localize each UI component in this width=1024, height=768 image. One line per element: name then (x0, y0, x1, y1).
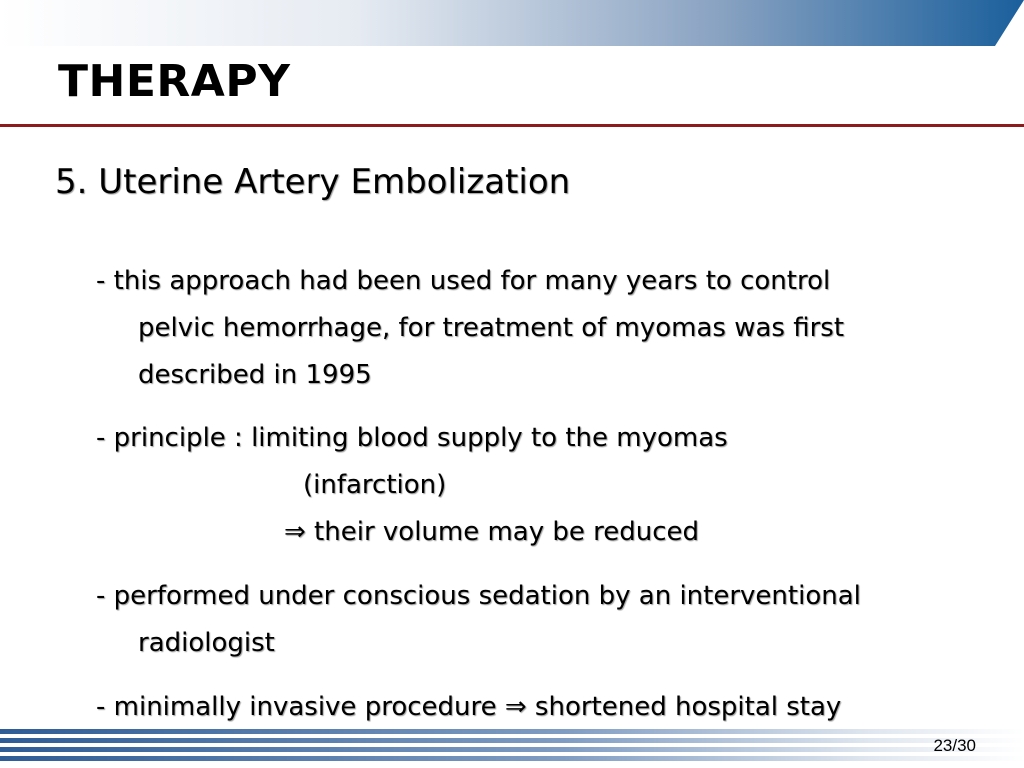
bullet-minimally-invasive (96, 684, 841, 731)
title-divider (0, 124, 1024, 127)
bullet-line: - this approach had been used for many years to control (96, 266, 831, 296)
bullet-line: - minimally invasive procedure ⇒ shortened hospital stay (96, 692, 842, 722)
bullet-approach-history (96, 258, 844, 399)
bullet-line: ⇒ their volume may be reduced (284, 517, 700, 547)
section-heading: 5. Uterine Artery Embolization (55, 162, 571, 202)
bullet-line: (infarction) (303, 470, 447, 500)
page-number: 23/30 (933, 736, 976, 755)
bullet-sedation (96, 573, 861, 667)
bullet-line: described in 1995 (138, 360, 372, 390)
bullet-line: - performed under conscious sedation by an interventional (96, 581, 861, 611)
slide-title: THERAPY (58, 56, 291, 107)
bullet-line: pelvic hemorrhage, for treatment of myomas was first (138, 313, 845, 343)
bullet-principle (96, 415, 728, 556)
bullet-line: radiologist (138, 628, 275, 658)
bullet-line: - principle : limiting blood supply to the myomas (96, 423, 728, 453)
header-gradient-band (0, 0, 1024, 46)
footer-stripe-bars (0, 729, 1024, 768)
